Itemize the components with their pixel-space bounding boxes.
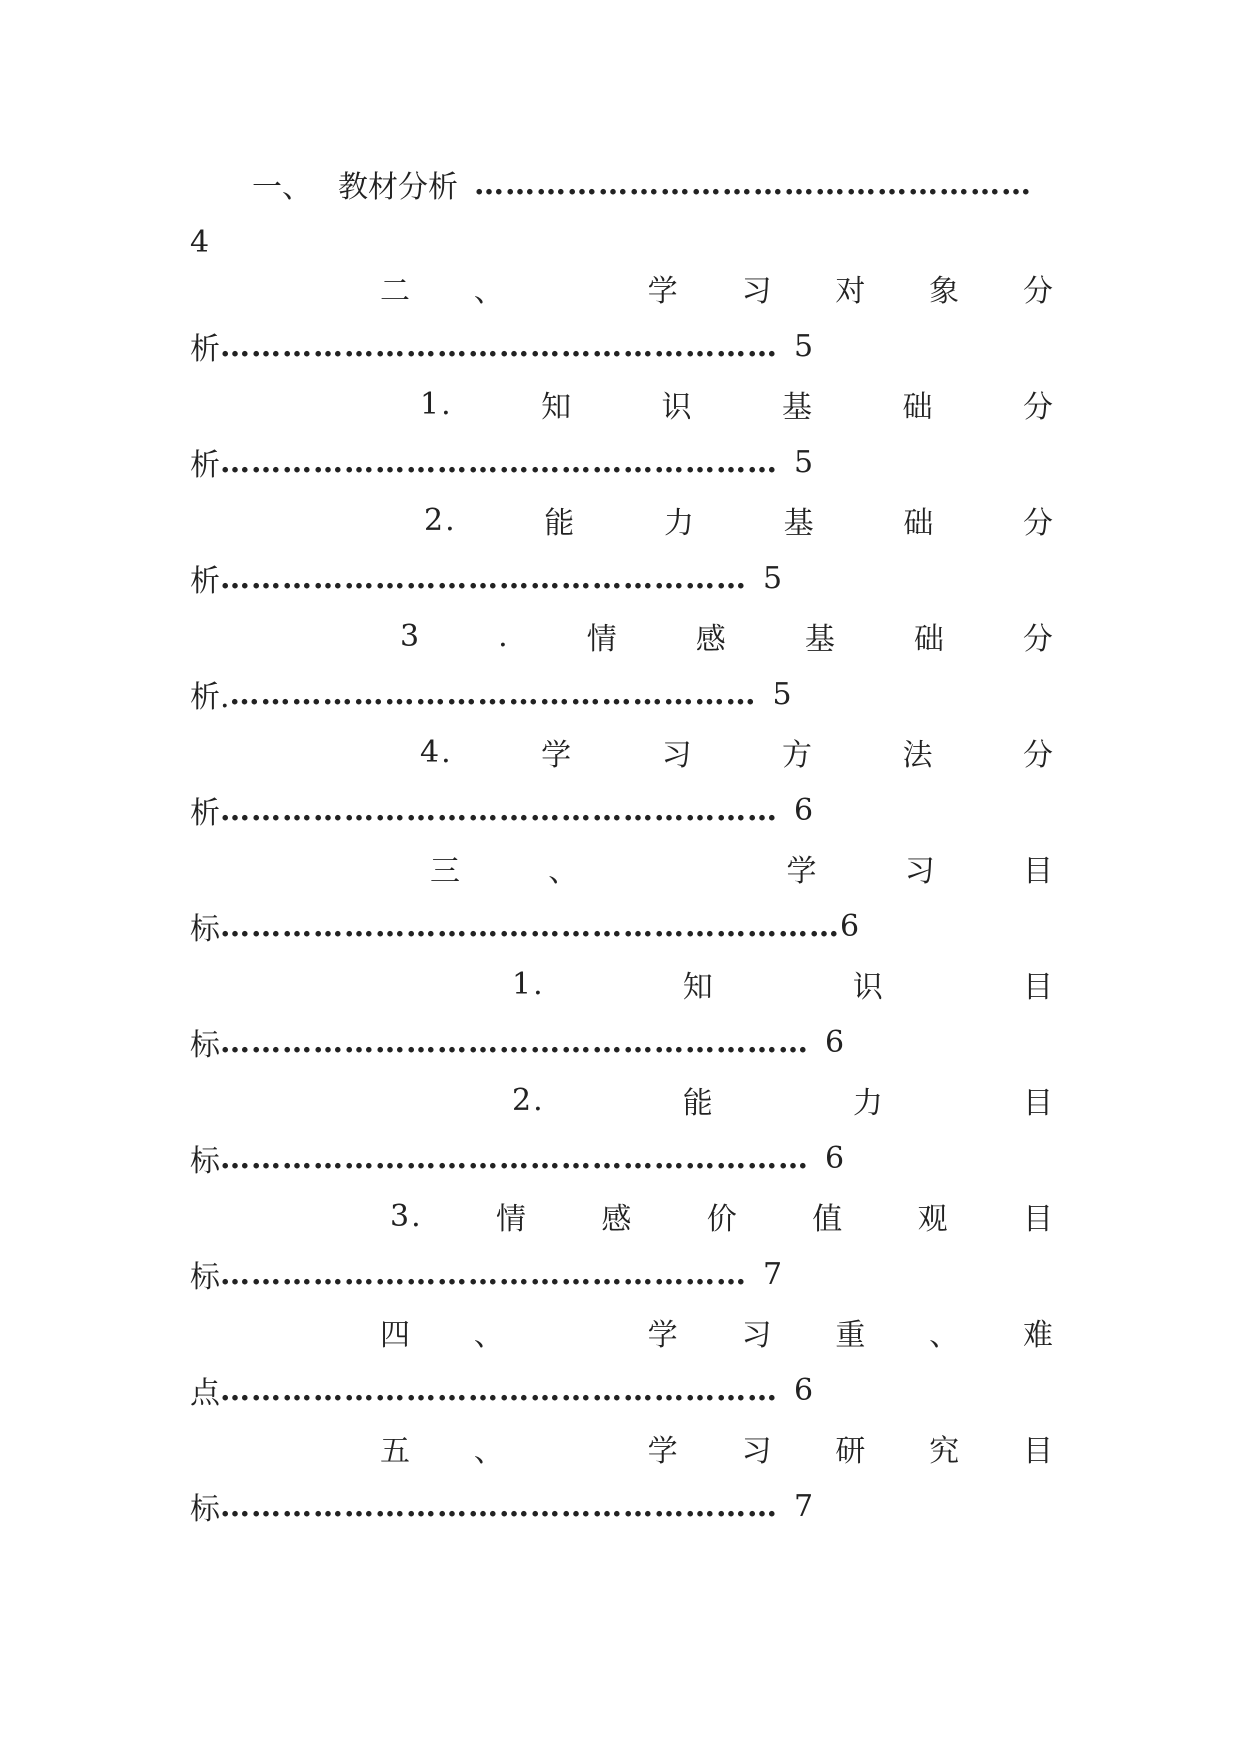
toc-entry [190, 722, 1055, 838]
toc-token: 础 [902, 390, 935, 425]
toc-token: 识 [852, 970, 885, 1005]
toc-token: 分 [1022, 506, 1055, 541]
toc-entry-tail: 标 [190, 1492, 220, 1527]
toc-leader-dots: ……………………………………………… [220, 792, 778, 828]
toc-leader-dots: …………………………………………………… [220, 908, 840, 944]
toc-token: 、 [473, 1318, 506, 1353]
toc-token: 分 [1022, 390, 1055, 425]
toc-entry [190, 606, 1055, 722]
toc-token: 习 [741, 1434, 774, 1469]
toc-token: 象 [929, 274, 962, 309]
toc-page-number: 5 [794, 444, 814, 480]
toc-page-number: 6 [825, 1024, 845, 1060]
toc-token: 1. [512, 966, 545, 1002]
toc-token: 方 [782, 738, 815, 773]
toc-token: 四 [380, 1318, 412, 1353]
toc-token: 力 [663, 506, 696, 541]
toc-page-number: 6 [825, 1140, 845, 1176]
toc-token: 难 [1022, 1318, 1055, 1353]
toc-entry-tail: 标 [190, 1144, 220, 1179]
toc-page-number: 6 [794, 792, 814, 828]
toc-token: 3. [390, 1198, 423, 1234]
toc-leader-dots: …………………………………………… [220, 560, 747, 596]
toc-token: 价 [706, 1202, 739, 1237]
toc-token: 分 [1022, 274, 1055, 309]
toc-token: 1. [420, 386, 453, 422]
toc-leader-dots: ……………………………………………… [220, 1372, 778, 1408]
toc-token: 研 [835, 1434, 868, 1469]
toc-entry-tail: 析 [190, 448, 220, 483]
toc-token: 观 [917, 1202, 950, 1237]
toc-token: 分 [1022, 622, 1055, 657]
toc-page-number: 5 [794, 328, 814, 364]
toc-token: 学 [647, 1318, 680, 1353]
toc-token: 习 [904, 854, 937, 889]
toc-token: 情 [496, 1202, 529, 1237]
toc-page-number: 6 [840, 908, 860, 944]
toc-token: 目 [1023, 970, 1055, 1005]
toc-token: 法 [902, 738, 935, 773]
toc-entry [190, 1070, 1055, 1186]
toc-token: 2. [424, 502, 457, 538]
toc-leader-dots: ……………………………………………… [220, 328, 778, 364]
toc-entry [190, 490, 1055, 606]
toc-token: 、 [473, 1434, 506, 1469]
toc-token: 感 [601, 1202, 634, 1237]
toc-page-number: 4 [190, 224, 210, 260]
toc-entry [190, 954, 1055, 1070]
toc-entry [190, 154, 1055, 270]
toc-token: 础 [903, 506, 936, 541]
toc-entry [190, 258, 1055, 374]
toc-page-number: 7 [794, 1488, 814, 1524]
toc-token: 、 [548, 854, 581, 889]
toc-token: 基 [804, 622, 837, 657]
toc-token: 础 [913, 622, 946, 657]
toc-entry-tail: 析 [190, 796, 220, 831]
toc-token: 基 [782, 390, 815, 425]
toc-token: 、 [473, 274, 506, 309]
toc-leader-dots: ……………………………………………… [220, 444, 778, 480]
toc-leader-dots: …………………………………………… [229, 676, 757, 712]
toc-token: . [498, 618, 510, 654]
toc-token: 分 [1022, 738, 1055, 773]
toc-token: 知 [682, 970, 715, 1005]
toc-token: 目 [1023, 854, 1055, 889]
toc-page-number: 5 [772, 676, 792, 712]
toc-entry-tail: 析 [190, 564, 220, 599]
toc-token: 2. [512, 1082, 545, 1118]
toc-leader-dots: ……………………………………………… [220, 1488, 778, 1524]
toc-token: 情 [586, 622, 619, 657]
toc-token: 力 [852, 1086, 885, 1121]
toc-leader-dots: ………………………………………………… [220, 1024, 809, 1060]
toc-entry [190, 1418, 1055, 1534]
toc-token: 二 [380, 274, 412, 309]
toc-entry-tail: 析. [190, 680, 230, 715]
toc-page-number: 7 [763, 1256, 783, 1292]
toc-entry-title: 教材分析 [338, 170, 458, 205]
toc-token: 感 [695, 622, 728, 657]
toc-token: 知 [541, 390, 574, 425]
toc-entry [190, 1186, 1055, 1302]
toc-entry-tail: 标 [190, 912, 220, 947]
toc-token: 能 [682, 1086, 715, 1121]
toc-entry-tail: 析 [190, 332, 220, 367]
toc-entry-tail: 点 [190, 1376, 220, 1411]
toc-token: 学 [541, 738, 574, 773]
toc-leader-dots: ………………………………………………… [220, 1140, 809, 1176]
toc-entry-tail: 标 [190, 1260, 220, 1295]
toc-token: 对 [835, 274, 868, 309]
toc-token: 3 [400, 618, 422, 654]
toc-token: 三 [430, 854, 462, 889]
toc-entry [190, 374, 1055, 490]
toc-token: 识 [661, 390, 694, 425]
toc-entry-number: 一、 [252, 170, 312, 205]
toc-token: 4. [420, 734, 453, 770]
toc-leader-dots: …………………………………………… [220, 1256, 747, 1292]
toc-token: 能 [544, 506, 577, 541]
toc-token: 基 [783, 506, 816, 541]
toc-token: 目 [1022, 1202, 1055, 1237]
toc-page-number: 5 [763, 560, 783, 596]
toc-entry-tail: 标 [190, 1028, 220, 1063]
toc-token: 、 [929, 1318, 962, 1353]
toc-token: 习 [741, 274, 774, 309]
toc-token: 究 [929, 1434, 962, 1469]
toc-token: 重 [835, 1318, 868, 1353]
toc-entry [190, 838, 1055, 954]
toc-leader-dots: ……………………………………………… [474, 166, 1032, 202]
toc-token: 值 [812, 1202, 845, 1237]
toc-token: 目 [1022, 1434, 1055, 1469]
toc-token: 学 [647, 1434, 680, 1469]
toc-page-number: 6 [794, 1372, 814, 1408]
toc-token: 五 [380, 1434, 412, 1469]
toc-entry [190, 1302, 1055, 1418]
toc-token: 目 [1023, 1086, 1055, 1121]
toc-token: 习 [661, 738, 694, 773]
toc-token: 学 [786, 854, 819, 889]
toc-token: 学 [647, 274, 680, 309]
toc-token: 习 [741, 1318, 774, 1353]
